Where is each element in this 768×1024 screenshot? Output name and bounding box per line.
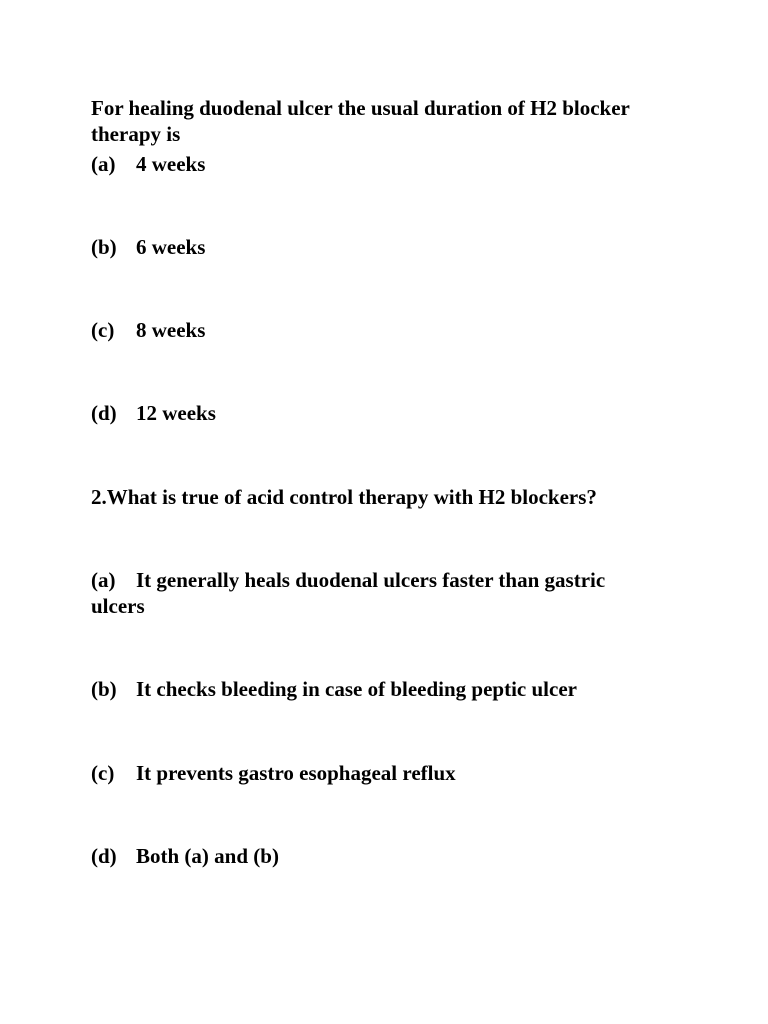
question-2-option-c — [91, 760, 456, 786]
question-2-option-a-continued: ulcers — [91, 594, 145, 618]
question-2-text: 2.What is true of acid control therapy with H2 blockers? — [91, 485, 597, 509]
question-2-option-b — [91, 676, 577, 702]
option-text: Both (a) and (b) — [136, 844, 279, 868]
question-2-option-d — [91, 843, 279, 869]
option-letter: (a) — [91, 568, 116, 592]
option-text: It generally heals duodenal ulcers faster than gastric — [136, 568, 606, 592]
option-text: 8 weeks — [136, 318, 206, 342]
option-letter: (d) — [91, 401, 117, 425]
question-2-option-a — [91, 567, 605, 593]
question-1-option-c — [91, 317, 205, 343]
option-letter: (c) — [91, 318, 115, 342]
question-1-text-line-2: therapy is — [91, 122, 181, 146]
question-1-text-line-1: For healing duodenal ulcer the usual duration of H2 blocker — [91, 96, 630, 120]
option-text: 6 weeks — [136, 235, 206, 259]
option-letter: (b) — [91, 677, 117, 701]
option-text: It prevents gastro esophageal reflux — [136, 761, 456, 785]
option-text: It checks bleeding in case of bleeding peptic ulcer — [136, 677, 577, 701]
option-letter: (d) — [91, 844, 117, 868]
question-1-option-d — [91, 400, 216, 426]
option-text: 4 weeks — [136, 152, 206, 176]
option-letter: (c) — [91, 761, 115, 785]
option-letter: (b) — [91, 235, 117, 259]
question-1-option-a — [91, 151, 205, 177]
option-text: 12 weeks — [136, 401, 216, 425]
question-1-option-b — [91, 234, 205, 260]
option-letter: (a) — [91, 152, 116, 176]
